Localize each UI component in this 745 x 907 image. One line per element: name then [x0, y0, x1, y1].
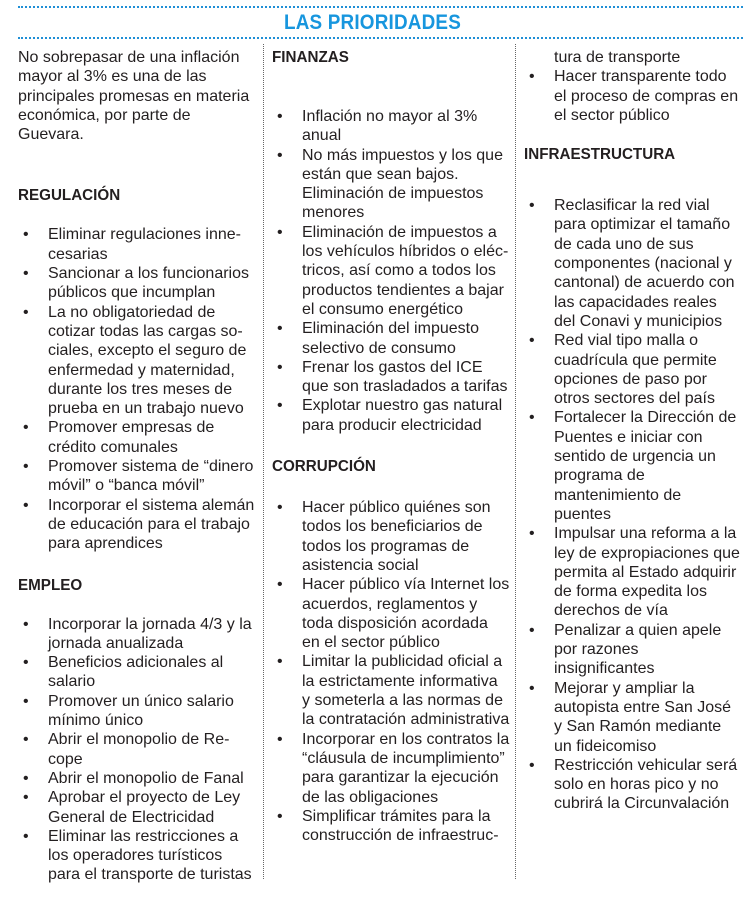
list-item: • Hacer público quiénes son todos los beneficiarios de todos los programas de asistencia social: [272, 498, 510, 575]
list-item: • Eliminación de impuestos a los vehículos híbridos o eléctricos, así como a todos los productos tendientes a bajar el consumo energético: [272, 223, 510, 319]
list-item: • Sancionar a los funcionarios públicos que incumplan: [18, 264, 258, 303]
list-item: • Mejorar y ampliar la autopista entre San José y San Ramón mediante un fideicomiso: [524, 679, 742, 756]
page-title: LAS PRIORIDADES: [283, 11, 462, 34]
column-3: [524, 48, 742, 836]
list-corrupcion-continued: [524, 67, 742, 125]
list-item: • Incorporar la jornada 4/3 y la jornada anualizada: [18, 615, 258, 654]
list-item: • Hacer transparente todo el proceso de compras en el sector público: [524, 67, 742, 125]
title-dotted-rule: [18, 37, 743, 39]
heading-empleo: EMPLEO: [18, 576, 83, 594]
list-item: • No más impuestos y los que están que sean bajos. Eliminación de impuestos menores: [272, 146, 510, 223]
list-item: • Impulsar una reforma a la ley de expropiaciones que permita al Estado adquirir de forma expedita los derechos de vía: [524, 524, 742, 620]
list-item: • Hacer público vía Internet los acuerdos, reglamentos y toda disposición acordada en el sector público: [272, 575, 510, 652]
list-item: • Eliminación del impuesto selectivo de consumo: [272, 319, 510, 358]
list-item: • Abrir el monopolio de Recope: [18, 730, 258, 769]
list-finanzas: [272, 107, 510, 435]
list-item: • Abrir el monopolio de Fanal: [18, 769, 258, 788]
column-divider: [515, 44, 516, 879]
list-item: • Restricción vehicular será solo en horas pico y no cubrirá la Circunvalación: [524, 756, 742, 814]
intro-paragraph: No sobrepasar de una inflación mayor al 3% es una de las principales promesas en materia económica, por parte de Guevara.: [18, 49, 250, 144]
list-corrupcion: [272, 498, 510, 845]
list-item: • Incorporar en los contratos la “cláusula de incumplimiento” para garantizar la ejecución de las obligaciones: [272, 730, 510, 807]
list-item: • Incorporar el sistema alemán de educación para el trabajo para aprendices: [18, 496, 258, 554]
list-item: • Inflación no mayor al 3% anual: [272, 107, 510, 146]
list-item: • Eliminar regulaciones innecesarias: [18, 225, 258, 264]
heading-infraestructura: INFRAESTRUCTURA: [524, 146, 676, 164]
list-item: • Eliminar las restricciones a los operadores turísticos para el transporte de turistas: [18, 827, 258, 885]
column-2: [272, 48, 510, 867]
heading-regulacion: REGULACIÓN: [18, 187, 121, 205]
list-item: • Simplificar trámites para la construcción de infraestruc-: [272, 807, 510, 846]
list-item: • Aprobar el proyecto de Ley General de Electricidad: [18, 788, 258, 827]
list-regulacion: [18, 225, 258, 553]
list-infraestructura: [524, 196, 742, 814]
top-dotted-rule: [18, 6, 743, 8]
list-item: • Reclasificar la red vial para optimizar el tamaño de cada uno de sus componentes (nacional y cantonal) de acuerdo con las capacidades reales del Conavi y municipios: [524, 196, 742, 331]
column-1: [18, 48, 258, 907]
list-item: • Promover sistema de “dinero móvil” o “banca móvil”: [18, 457, 258, 496]
heading-finanzas: FINANZAS: [272, 49, 349, 66]
column-divider: [263, 44, 264, 879]
list-item: • Penalizar a quien apele por razones insignificantes: [524, 621, 742, 679]
list-item: • Fortalecer la Dirección de Puentes e iniciar con sentido de urgencia un programa de mantenimiento de puentes: [524, 408, 742, 524]
list-item: • Promover un único salario mínimo único: [18, 692, 258, 731]
list-item: • Beneficios adicionales al salario: [18, 653, 258, 692]
continued-text: tura de transporte: [554, 49, 681, 66]
list-item: • Promover empresas de crédito comunales: [18, 418, 258, 457]
list-item: • Limitar la publicidad oficial a la estrictamente informativa y someterla a las normas de la contratación administrativa: [272, 652, 510, 729]
list-empleo: [18, 615, 258, 885]
heading-corrupcion: CORRUPCIÓN: [272, 458, 376, 476]
list-item: • Red vial tipo malla o cuadrícula que permite opciones de paso por otros sectores del país: [524, 331, 742, 408]
list-item: • La no obligatoriedad de cotizar todas las cargas sociales, excepto el seguro de enfermedad y maternidad, durante los tres meses de prueba en un trabajo nuevo: [18, 303, 258, 419]
list-item: • Explotar nuestro gas natural para producir electricidad: [272, 396, 510, 435]
list-item: • Frenar los gastos del ICE que son trasladados a tarifas: [272, 358, 510, 397]
